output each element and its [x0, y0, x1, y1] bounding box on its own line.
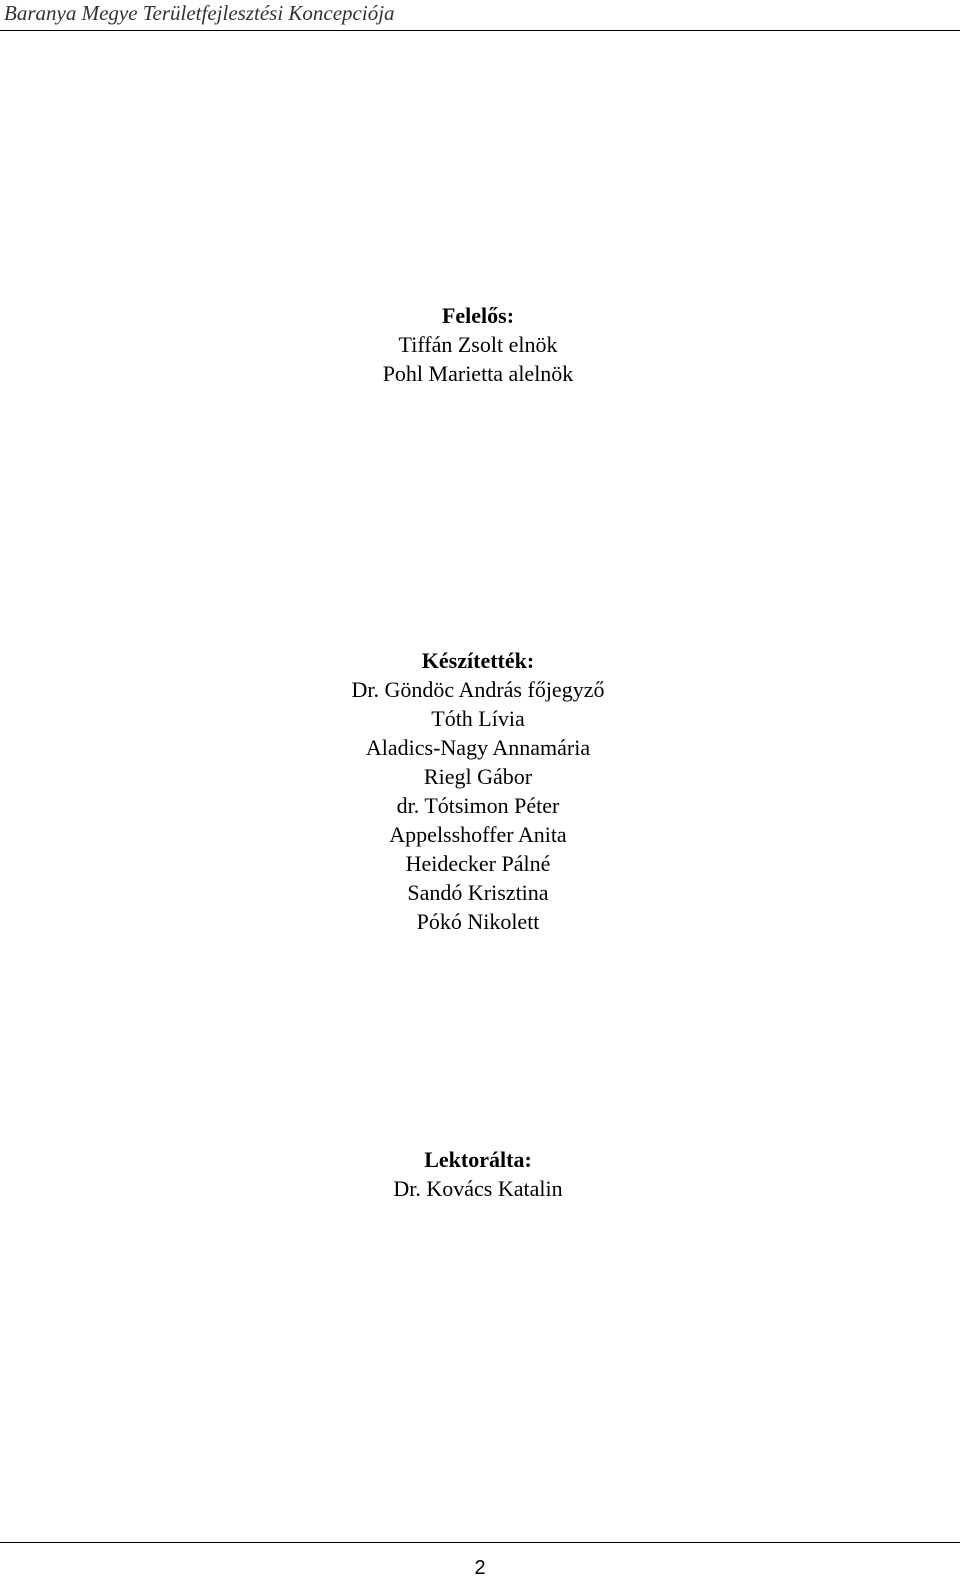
reviewed-by-heading: Lektorálta: — [424, 1147, 532, 1172]
author-name: Appelsshoffer Anita — [389, 822, 567, 847]
author-name: Tóth Lívia — [431, 706, 525, 731]
author-name: Pókó Nikolett — [416, 909, 540, 934]
author-name: Aladics-Nagy Annamária — [365, 735, 591, 760]
author-name: Heidecker Pálné — [405, 851, 551, 876]
reviewed-by-section — [0, 1145, 958, 1203]
running-header — [0, 0, 960, 31]
running-header-title: Baranya Megye Területfejlesztési Koncepciója — [4, 1, 395, 25]
footer-divider — [0, 1542, 960, 1543]
prepared-by-heading: Készítették: — [421, 648, 535, 673]
responsible-section — [0, 301, 958, 388]
author-name: Sandó Krisztina — [407, 880, 549, 905]
author-name: dr. Tótsimon Péter — [396, 793, 560, 818]
responsible-name: Pohl Marietta alelnök — [382, 361, 574, 386]
reviewer-name: Dr. Kovács Katalin — [393, 1176, 563, 1201]
responsible-name: Tiffán Zsolt elnök — [398, 332, 558, 357]
page-number: 2 — [474, 1557, 486, 1579]
author-name: Dr. Göndöc András főjegyző — [351, 677, 605, 702]
author-name: Riegl Gábor — [423, 764, 533, 789]
responsible-heading: Felelős: — [441, 303, 515, 328]
prepared-by-section — [0, 646, 958, 936]
